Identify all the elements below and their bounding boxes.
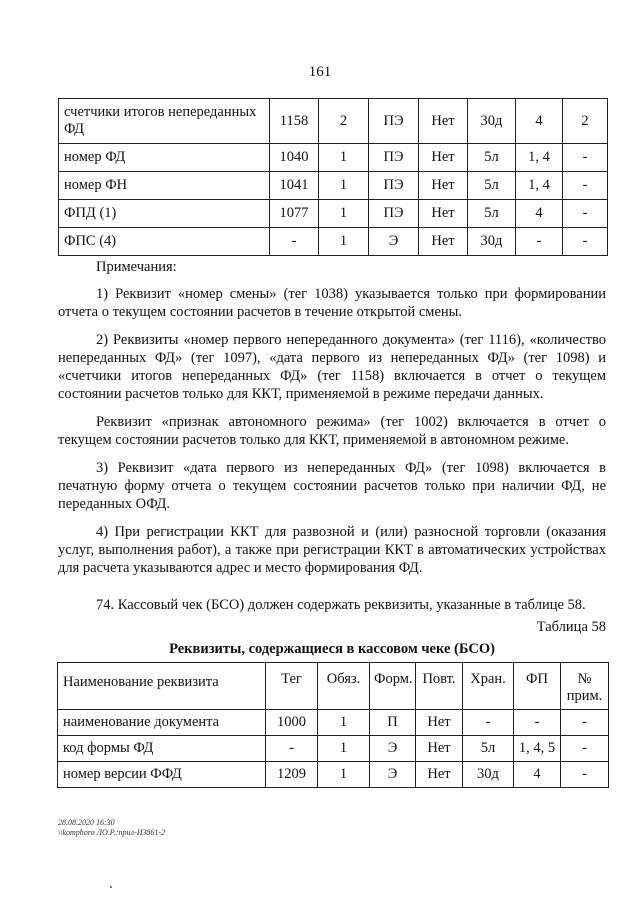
cell-value: 1, 4 xyxy=(516,172,563,200)
cell-value: 1040 xyxy=(270,144,319,172)
table-label: Таблица 58 xyxy=(536,619,606,635)
cell-value: Нет xyxy=(419,99,468,144)
column-header: Повт. xyxy=(416,663,463,710)
column-header: Наименование реквизита xyxy=(58,663,266,710)
table-row xyxy=(59,200,608,228)
cell-name: номер ФД xyxy=(59,144,270,172)
cell-value: Нет xyxy=(419,228,468,256)
cell-value: 30д xyxy=(468,228,516,256)
note-2b: Реквизит «признак автономного режима» (тег 1002) включается в отчет о текущем состоянии расчетов только для ККТ, применяемой в автономном режиме. xyxy=(58,414,606,448)
cell-value: Нет xyxy=(419,172,468,200)
cell-value: 1, 4, 5 xyxy=(514,736,561,762)
cell-name: номер версии ФФД xyxy=(58,762,266,788)
note-1: 1) Реквизит «номер смены» (тег 1038) указывается только при формировании отчета о текущем состоянии расчетов в течение открытой смены. xyxy=(58,286,606,320)
page-number: 161 xyxy=(308,64,332,80)
cell-value: 1 xyxy=(318,736,370,762)
cell-value: 1000 xyxy=(266,710,318,736)
column-header: ФП xyxy=(514,663,561,710)
cell-value: П xyxy=(370,710,416,736)
cell-value: - xyxy=(266,736,318,762)
table-row xyxy=(59,144,608,172)
cell-value: 2 xyxy=(319,99,369,144)
cell-name: ФПС (4) xyxy=(59,228,270,256)
cell-value: 5л xyxy=(468,200,516,228)
cell-value: 1077 xyxy=(270,200,319,228)
table-row xyxy=(59,99,608,144)
cell-value: ПЭ xyxy=(369,200,419,228)
footer-path: \\komphoro ЛО.Р.:прил-ИЗ861-2 xyxy=(58,828,166,837)
cell-value: - xyxy=(563,144,608,172)
cell-value: Э xyxy=(369,228,419,256)
cell-value: - xyxy=(561,710,609,736)
cell-value: - xyxy=(561,736,609,762)
cell-value: 1041 xyxy=(270,172,319,200)
cell-name: номер ФН xyxy=(59,172,270,200)
cell-value: 30д xyxy=(468,99,516,144)
notes-title: Примечания: xyxy=(96,259,177,275)
cell-value: ПЭ xyxy=(369,172,419,200)
table-caption: Реквизиты, содержащиеся в кассовом чеке (БСО) xyxy=(169,641,495,657)
cell-value: Нет xyxy=(416,710,463,736)
cell-value: 1 xyxy=(318,762,370,788)
table-row xyxy=(59,228,608,256)
cell-value: 4 xyxy=(516,99,563,144)
cell-value: 5л xyxy=(468,172,516,200)
footer-date: 28.08.2020 16:30 xyxy=(58,818,115,827)
cell-name: код формы ФД xyxy=(58,736,266,762)
cell-value: 30д xyxy=(463,762,514,788)
column-header: Обяз. xyxy=(318,663,370,710)
cell-value: - xyxy=(561,762,609,788)
column-header: Форм. xyxy=(370,663,416,710)
cell-value: 1158 xyxy=(270,99,319,144)
cell-value: ПЭ xyxy=(369,99,419,144)
cell-value: - xyxy=(270,228,319,256)
cell-value: 5л xyxy=(468,144,516,172)
cell-value: 4 xyxy=(516,200,563,228)
cell-value: ПЭ xyxy=(369,144,419,172)
cell-value: 1, 4 xyxy=(516,144,563,172)
cell-value: Э xyxy=(370,762,416,788)
cell-name: счетчики итогов непереданных ФД xyxy=(59,99,270,144)
cell-name: ФПД (1) xyxy=(59,200,270,228)
cell-value: 1 xyxy=(319,228,369,256)
paragraph-74-block xyxy=(58,596,606,636)
cell-value: Э xyxy=(370,736,416,762)
table-row xyxy=(58,762,609,788)
table-row xyxy=(58,736,609,762)
table-58 xyxy=(57,662,609,788)
cell-value: Нет xyxy=(416,736,463,762)
cell-value: 1 xyxy=(319,172,369,200)
cell-value: 4 xyxy=(514,762,561,788)
cell-value: 1 xyxy=(319,200,369,228)
cell-value: - xyxy=(514,710,561,736)
cell-value: Нет xyxy=(419,200,468,228)
cell-value: 2 xyxy=(563,99,608,144)
cell-value: - xyxy=(516,228,563,256)
cell-value: - xyxy=(563,228,608,256)
table-previous-part xyxy=(58,98,608,256)
column-header: Хран. xyxy=(463,663,514,710)
column-header: № прим. xyxy=(561,663,609,710)
paragraph-74: 74. Кассовый чек (БСО) должен содержать реквизиты, указанные в таблице 58. xyxy=(96,597,586,613)
table-row xyxy=(58,710,609,736)
cell-name: наименование документа xyxy=(58,710,266,736)
cell-value: - xyxy=(463,710,514,736)
cell-value: - xyxy=(563,200,608,228)
table-row xyxy=(59,172,608,200)
cell-value: 1209 xyxy=(266,762,318,788)
note-4: 4) При регистрации ККТ для развозной и (или) разносной торговли (оказания услуг, выполнения работ), а также при регистрации ККТ в автоматических устройствах для расчета указываются адрес и место формирования ФД. xyxy=(58,524,606,576)
table-header-row xyxy=(58,663,609,710)
footer-stamp xyxy=(58,818,165,838)
cell-value: Нет xyxy=(419,144,468,172)
note-3: 3) Реквизит «дата первого из непереданных ФД» (тег 1098) включается в печатную форму отчета о текущем состоянии расчетов только при наличии ФД, не переданных ОФД. xyxy=(58,460,606,512)
note-2: 2) Реквизиты «номер первого непереданного документа» (тег 1116), «количество непереданных ФД» (тег 1097), «дата первого из непереданных ФД» (тег 1098) и «счетчики итогов непереданных ФД» (тег 1158) включается в отчет о текущем состоянии расчетов только для ККТ, применяемой в режиме передачи данных. xyxy=(58,332,606,402)
notes-block xyxy=(58,258,606,577)
cell-value: - xyxy=(563,172,608,200)
cell-value: 1 xyxy=(318,710,370,736)
cell-value: 1 xyxy=(319,144,369,172)
cell-value: 5л xyxy=(463,736,514,762)
scan-speck xyxy=(110,886,112,888)
column-header: Тег xyxy=(266,663,318,710)
cell-value: Нет xyxy=(416,762,463,788)
